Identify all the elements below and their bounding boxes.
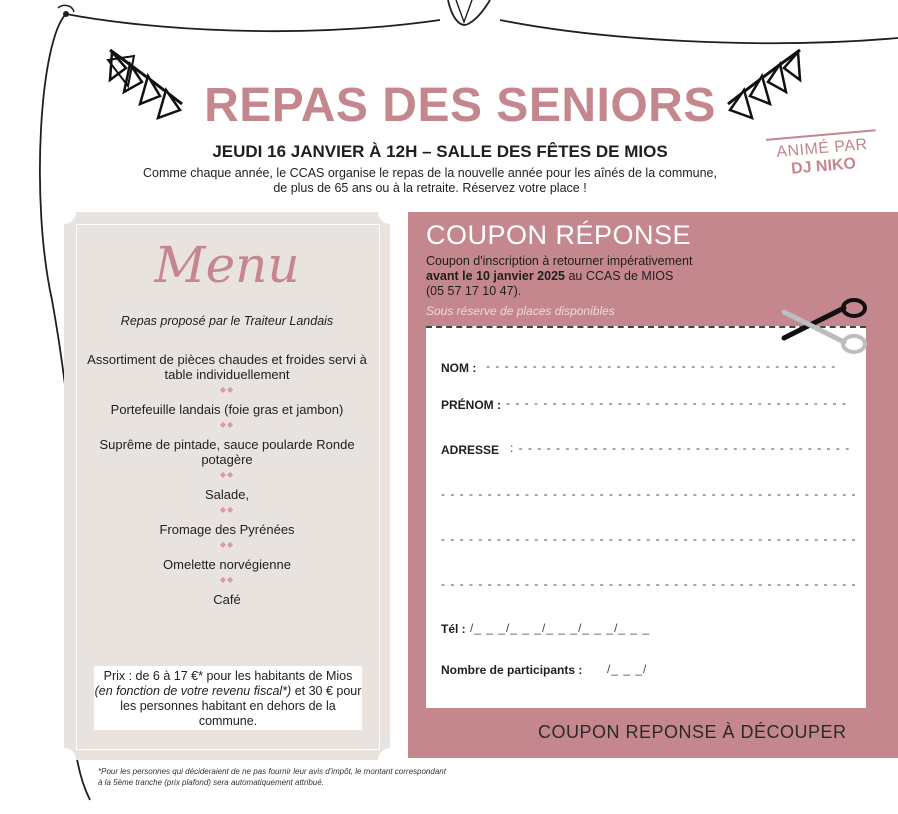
menu-separator: ◆◆ (219, 385, 235, 394)
prenom-field[interactable]: - - - - - - - - - - - - - - - - - - - - - - - - - - - - - - - - - - - - - (506, 396, 847, 410)
coupon-cut-label: COUPON REPONSE À DÉCOUPER (538, 722, 847, 742)
page-title: REPAS DES SENIORS (204, 79, 716, 132)
footnote-line-1: *Pour les personnes qui décideraient de ne pas fournir leur avis d'impôt, le montant correspondant (98, 767, 446, 776)
prenom-field-label: PRÉNOM : (441, 398, 501, 412)
adresse-line-3[interactable]: - - - - - - - - - - - - - - - - - - - - - - - - - - - - - - - - - - - - - - - - - - - - - (441, 532, 857, 546)
coupon-info-line-2 (426, 269, 786, 284)
menu-item: Suprême de pintade, sauce poularde Ronde potagère (99, 437, 355, 467)
menu-item: Salade, (204, 487, 250, 502)
dj-name: DJ NIKO (790, 155, 857, 178)
nom-field-label: NOM : (441, 361, 477, 375)
menu-separator: ◆◆ (219, 575, 235, 584)
menu-item: Café (213, 592, 241, 607)
tel-field-label: Tél : (441, 622, 466, 636)
coupon-info-rest: au CCAS de MIOS (564, 269, 674, 283)
participants-field[interactable]: /_ _ _/ (607, 662, 648, 676)
event-date-location: JEUDI 16 JANVIER À 12H – SALLE DES FÊTES DE MIOS (212, 142, 668, 161)
menu-item: Omelette norvégienne (163, 557, 291, 572)
bunting-left-icon (106, 46, 186, 126)
price-text-2: et 30 € pour les personnes habitant en dehors de la commune. (120, 684, 362, 728)
anime-par-label: ANIMÉ PAR (766, 129, 878, 162)
menu-item: Assortiment de pièces chaudes et froides servi à table individuellement (87, 352, 367, 382)
footnote (98, 766, 558, 788)
menu-separator: ◆◆ (219, 505, 235, 514)
coupon-info (426, 254, 786, 299)
menu-item: Portefeuille landais (foie gras et jambon) (110, 402, 344, 417)
menu-title: Menu (154, 236, 300, 294)
participants-field-label: Nombre de participants : (441, 663, 583, 677)
menu-item: Fromage des Pyrénées (159, 522, 295, 537)
footnote-line-2: à la 5ème tranche (prix plafond) sera automatiquement attribué. (98, 778, 324, 787)
menu-separator: ◆◆ (219, 470, 235, 479)
menu-items (84, 352, 370, 607)
price-text-italic: (en fonction de votre revenu fiscal*) (94, 684, 292, 698)
intro-line-2: de plus de 65 ans ou à la retraite. Réservez votre place ! (273, 181, 587, 195)
nom-field[interactable]: - - - - - - - - - - - - - - - - - - - - - - - - - - - - - - - - - - - - - - (486, 359, 837, 373)
menu-separator: ◆◆ (219, 420, 235, 429)
coupon-deadline: avant le 10 janvier 2025 (426, 269, 565, 283)
scissors-icon (780, 298, 870, 356)
coupon-info-line-1: Coupon d'inscription à retourner impérativement (426, 254, 693, 268)
coupon-form (426, 326, 866, 708)
adresse-field-label: ADRESSE (441, 443, 500, 457)
menu-separator: ◆◆ (219, 540, 235, 549)
intro-text (90, 166, 770, 196)
coupon-title: COUPON RÉPONSE (426, 220, 692, 250)
bunting-right-icon (722, 46, 804, 126)
animation-badge (766, 129, 880, 190)
intro-line-1: Comme chaque année, le CCAS organise le repas de la nouvelle année pour les aînés de la commune, (143, 166, 717, 180)
adresse-field[interactable]: : - - - - - - - - - - - - - - - - - - - - - - - - - - - - - - - - - - - - (510, 441, 851, 455)
coupon-phone: (05 57 17 10 47). (426, 284, 522, 298)
adresse-line-2[interactable]: - - - - - - - - - - - - - - - - - - - - - - - - - - - - - - - - - - - - - - - - - - - - - (441, 487, 857, 501)
adresse-line-4[interactable]: - - - - - - - - - - - - - - - - - - - - - - - - - - - - - - - - - - - - - - - - - - - - - (441, 577, 857, 591)
menu-caterer: Repas proposé par le Traiteur Landais (120, 314, 334, 328)
price-text-1: Prix : de 6 à 17 €* pour les habitants de Mios (103, 669, 353, 683)
price-box (94, 666, 362, 730)
coupon-availability-note: Sous réserve de places disponibles (426, 304, 615, 318)
tel-field[interactable]: /_ _ _/_ _ _/_ _ _/_ _ _/_ _ _ (470, 621, 651, 635)
